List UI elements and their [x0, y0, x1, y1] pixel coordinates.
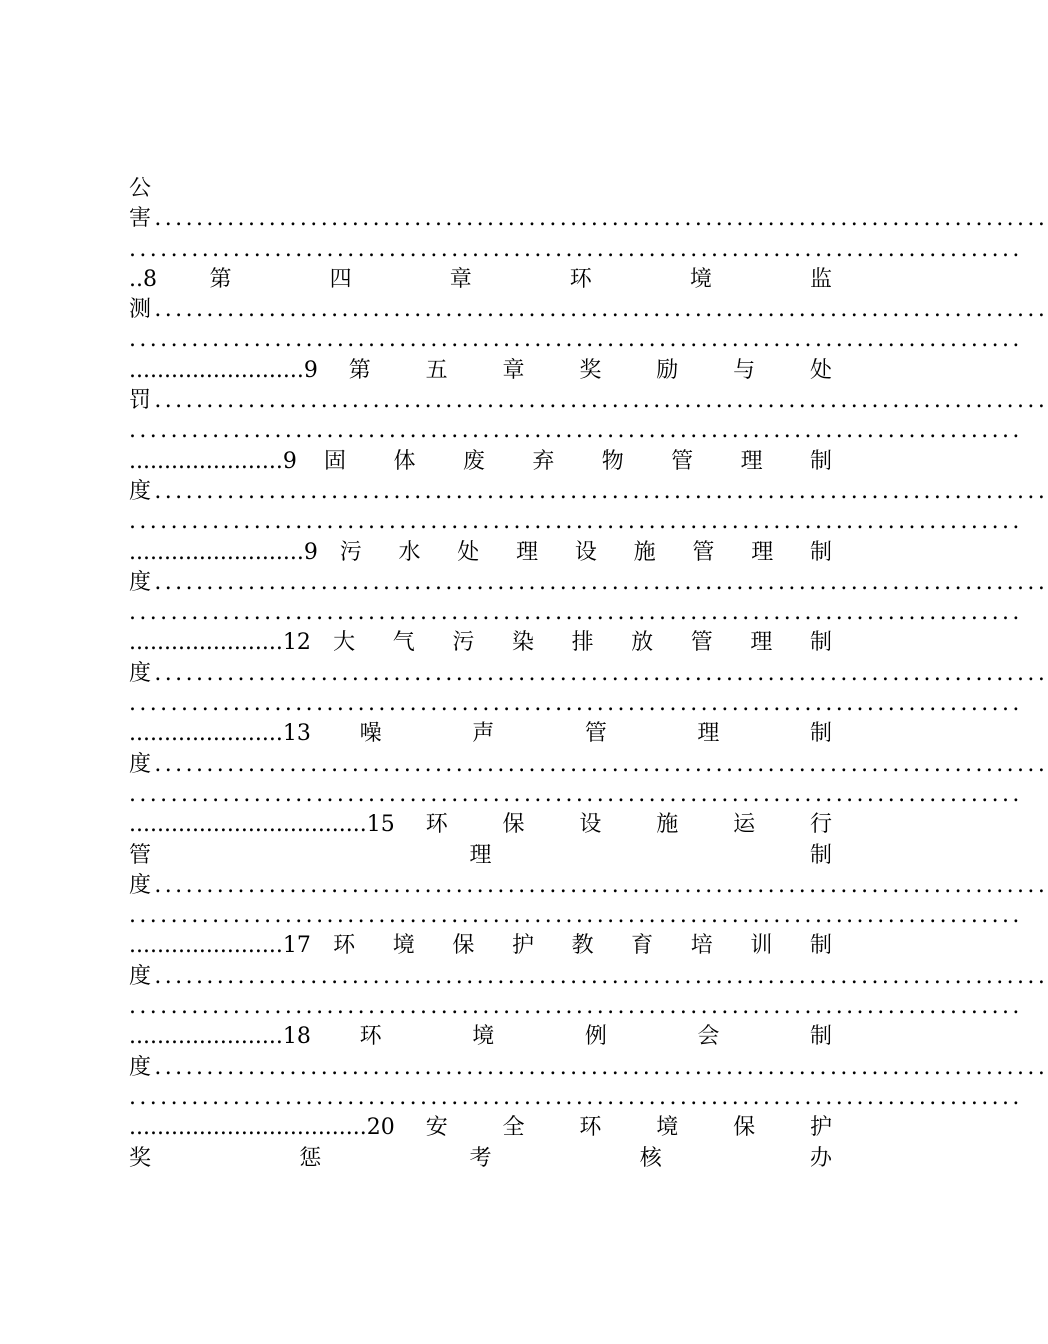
toc-line: ..................................20 安 全 环 境 保 护 — [129, 1115, 832, 1141]
toc-line: ...................................................................................... — [129, 418, 1023, 444]
toc-line: 管 理 制 — [129, 842, 832, 868]
toc-line: ...................................................................................... — [129, 994, 1023, 1020]
toc-line: ...................................................................................... — [129, 327, 1023, 353]
toc-line: 度...................................................................................... — [129, 660, 1048, 686]
toc-line: ...................................................................................... — [129, 691, 1023, 717]
toc-line: 害...................................................................................... — [129, 206, 1048, 232]
toc-line: 度...................................................................................... — [129, 569, 1048, 595]
toc-line: ......................17 环 境 保 护 教 育 培 训 制 — [129, 933, 832, 959]
toc-line: ......................18 环 境 例 会 制 — [129, 1024, 832, 1050]
toc-line: .........................9 污 水 处 理 设 施 管 理 制 — [129, 539, 832, 565]
table-of-contents — [129, 174, 1048, 1174]
toc-line: ...................................................................................... — [129, 236, 1023, 262]
toc-line: 度...................................................................................... — [129, 872, 1048, 898]
toc-line: 度...................................................................................... — [129, 1054, 1048, 1080]
toc-line: 公 — [129, 176, 155, 201]
toc-line: 度...................................................................................... — [129, 963, 1048, 989]
toc-line: 测...................................................................................... — [129, 297, 1048, 323]
toc-line: ..8 第 四 章 环 境 监 — [129, 266, 832, 292]
toc-line: 罚...................................................................................... — [129, 388, 1048, 414]
toc-line: 度...................................................................................... — [129, 751, 1048, 777]
toc-line: 度...................................................................................... — [129, 478, 1048, 504]
toc-line: ...................................................................................... — [129, 1084, 1023, 1110]
toc-line: 奖 惩 考 核 办 — [129, 1145, 832, 1171]
toc-line: ...................................................................................... — [129, 781, 1023, 807]
toc-line: ......................13 噪 声 管 理 制 — [129, 721, 832, 747]
toc-line: .........................9 第 五 章 奖 励 与 处 — [129, 357, 832, 383]
toc-line: ...................................................................................... — [129, 903, 1023, 929]
toc-line: ..................................15 环 保 设 施 运 行 — [129, 812, 832, 838]
toc-line: ......................9 固 体 废 弃 物 管 理 制 — [129, 448, 832, 474]
toc-line: ......................12 大 气 污 染 排 放 管 理 制 — [129, 630, 832, 656]
toc-line: ...................................................................................... — [129, 509, 1023, 535]
toc-line: ...................................................................................... — [129, 600, 1023, 626]
